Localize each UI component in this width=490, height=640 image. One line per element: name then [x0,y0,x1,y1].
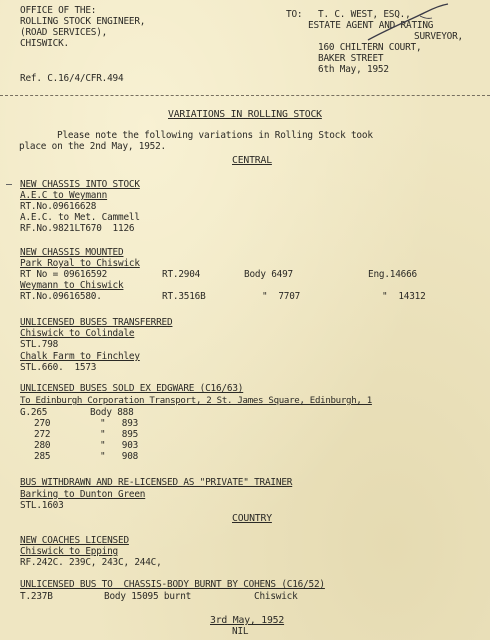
s1-line-d: RF.No.9821LT670 1126 [20,223,135,234]
s4-body-5: " 908 [100,451,139,462]
to-line-2: ESTATE AGENT AND RATING [308,20,434,31]
new-chassis-mounted-heading: NEW CHASSIS MOUNTED [20,247,124,258]
s4-body-1: Body 888 [90,407,134,418]
s7-body: Body 15095 burnt [104,591,192,602]
s4-body-2: " 893 [100,418,139,429]
s4-body-3: " 895 [100,429,139,440]
to-line-1: T. C. WEST, ESQ., [318,9,411,20]
s6-line-a: Chiswick to Epping [20,546,118,557]
s4-bus-1: G.265 [20,407,48,418]
new-chassis-into-stock-heading: NEW CHASSIS INTO STOCK [20,179,140,190]
unlicensed-transferred-heading: UNLICENSED BUSES TRANSFERRED [20,317,173,328]
s4-bus-2: 270 [34,418,51,429]
s4-body-4: " 903 [100,440,139,451]
section-country: COUNTRY [232,513,272,524]
footer-date: 3rd May, 1952 [210,615,285,626]
s3-line-c: Chalk Farm to Finchley [20,351,140,362]
s4-bus-3: 272 [34,429,51,440]
s2-line-c: Weymann to Chiswick [20,280,124,291]
s3-line-d: STL.660. 1573 [20,362,97,373]
s4-destination: To Edinburgh Corporation Transport, 2 St. James Square, Edinburgh, 1 [20,396,372,406]
letter-date: 6th May, 1952 [318,64,389,75]
s6-line-b: RF.242C. 239C, 243C, 244C, [20,557,162,568]
s1-line-a: A.E.C to Weymann [20,190,108,201]
s2-fleet-1: RT.2904 [162,269,201,280]
s3-line-a: Chiswick to Colindale [20,328,135,339]
s2-engine-2: " 14312 [382,291,426,302]
s7-bus: T.237B [20,591,53,602]
margin-mark [6,184,12,185]
intro-line-2: place on the 2nd May, 1952. [19,141,166,152]
s1-line-c: A.E.C. to Met. Cammell [20,212,140,223]
from-line-2: ROLLING STOCK ENGINEER, [20,16,146,27]
to-line-3: SURVEYOR, [414,31,463,42]
fold-divider [0,95,490,96]
withdrawn-trainer-heading: BUS WITHDRAWN AND RE-LICENSED AS "PRIVATE" TRAINER [20,477,293,488]
from-line-3: (ROAD SERVICES), [20,27,108,38]
new-coaches-heading: NEW COACHES LICENSED [20,535,129,546]
chassis-burnt-heading: UNLICENSED BUS TO CHASSIS-BODY BURNT BY COHENS (C16/52) [20,579,325,590]
s2-body-2: " 7707 [262,291,301,302]
s5-line-b: STL.1603 [20,500,64,511]
intro-line-1: Please note the following variations in Rolling Stock took [57,130,373,141]
s2-chassis-1: RT No = 09616592 [20,269,108,280]
footer-nil: NIL [232,626,249,637]
s2-line-a: Park Royal to Chiswick [20,258,140,269]
s7-location: Chiswick [254,591,298,602]
to-line-4: 160 CHILTERN COURT, [318,42,422,53]
s4-bus-5: 285 [34,451,51,462]
s2-body-1: Body 6497 [244,269,293,280]
reference-number: Ref. C.16/4/CFR.494 [20,73,124,84]
unlicensed-sold-heading: UNLICENSED BUSES SOLD EX EDGWARE (C16/63) [20,383,244,394]
s2-fleet-2: RT.3516B [162,291,206,302]
s3-line-b: STL.798 [20,339,59,350]
s5-line-a: Barking to Dunton Green [20,489,146,500]
from-line-4: CHISWICK. [20,38,69,49]
s4-bus-4: 280 [34,440,51,451]
to-line-5: BAKER STREET [318,53,384,64]
to-label: TO: [286,9,303,20]
document-title: VARIATIONS IN ROLLING STOCK [168,109,322,120]
section-central: CENTRAL [232,155,272,166]
signature-mark [360,2,460,47]
s2-chassis-2: RT.No.09616580. [20,291,102,302]
from-line-1: OFFICE OF THE: [20,5,97,16]
s2-engine-1: Eng.14666 [368,269,417,280]
s1-line-b: RT.No.09616628 [20,201,97,212]
